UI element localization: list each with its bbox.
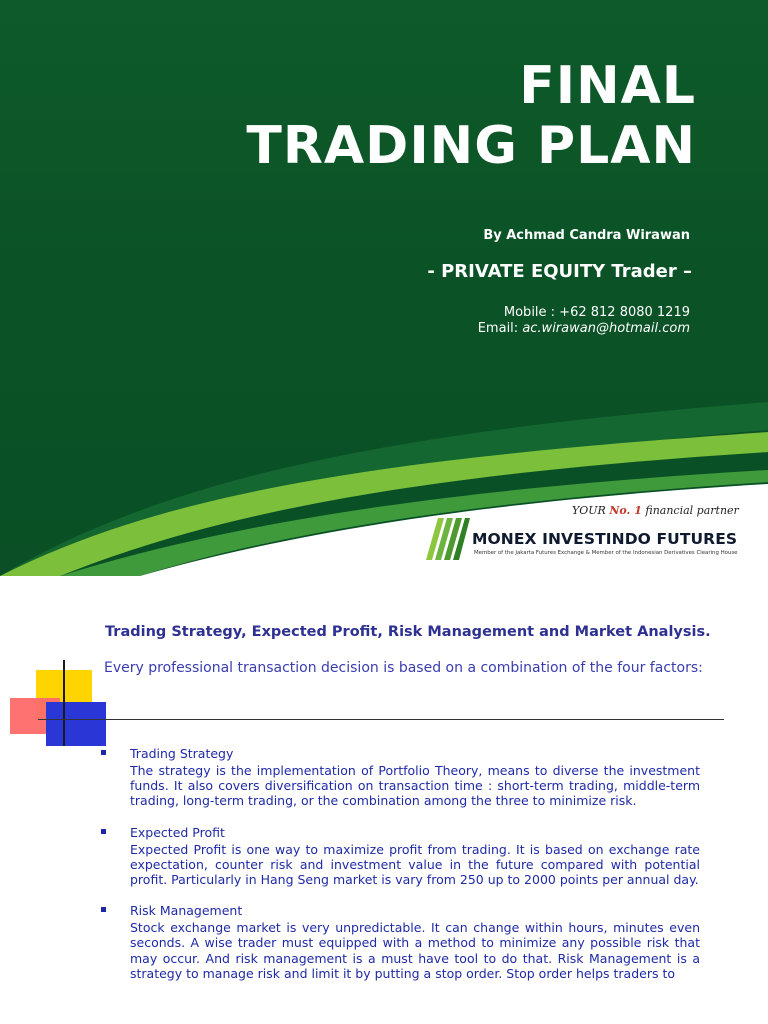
bullet-icon xyxy=(101,829,106,834)
email-address[interactable]: ac.wirawan@hotmail.com xyxy=(522,321,690,336)
intro-text: Every professional transaction decision is based on a combination of the four factors: xyxy=(104,660,703,676)
email-line xyxy=(478,321,690,336)
item-title: Risk Management xyxy=(130,903,243,919)
brand-name: MONEX INVESTINDO FUTURES xyxy=(472,530,738,548)
bullet-icon xyxy=(101,750,106,755)
blue-square-decoration xyxy=(46,702,106,746)
tagline-post: financial partner xyxy=(641,504,739,517)
tagline-pre: YOUR xyxy=(572,504,610,517)
horizontal-rule xyxy=(38,719,724,720)
title-line-2: TRADING PLAN xyxy=(246,116,696,176)
email-label: Email: xyxy=(477,321,523,336)
bullet-icon xyxy=(101,907,106,912)
list-item xyxy=(100,746,700,809)
vertical-rule xyxy=(63,660,65,746)
item-body: Expected Profit is one way to maximize profit from trading. It is based on exchange rate expectation, counter risk and investment value in the future compared with potential profit. Particularly in Hang Seng market is vary from 250 up to 2000 points per annual day. xyxy=(130,841,700,888)
item-title: Expected Profit xyxy=(130,824,225,840)
item-body: Stock exchange market is very unpredictable. It can change within hours, minutes even seconds. A wise trader must equipped with a method to minimize any possible risk that may occur. And risk management is a must have tool to do that. Risk Management is a strategy to manage risk and limit it by putting a stop order. Stop order helps traders to xyxy=(130,920,700,981)
title-line-1: FINAL xyxy=(519,56,696,116)
factor-list xyxy=(100,746,700,997)
brand-member-line: Member of the Jakarta Futures Exchange & Member of the Indonesian Derivatives Clearing House xyxy=(474,550,738,556)
slide-title xyxy=(246,56,696,176)
role-line: - PRIVATE EQUITY Trader – xyxy=(427,261,692,282)
tagline-number: No. 1 xyxy=(609,504,642,517)
item-title: Trading Strategy xyxy=(130,746,234,761)
monex-logo-stripes-icon xyxy=(426,518,470,560)
item-body: The strategy is the implementation of Portfolio Theory, means to diverse the investment funds. It also covers diversification on transaction time : short-term trading, middle-term trading, long-term trading, or the combination among the three to minimize risk. xyxy=(130,763,700,809)
author-line: By Achmad Candra Wirawan xyxy=(483,228,690,243)
list-item xyxy=(100,825,700,888)
list-item xyxy=(100,903,700,981)
content-slide xyxy=(0,576,768,1024)
slide-heading: Trading Strategy, Expected Profit, Risk Management and Market Analysis. xyxy=(105,624,711,640)
logo-tagline xyxy=(572,504,739,517)
mobile-line: Mobile : +62 812 8080 1219 xyxy=(503,305,690,320)
